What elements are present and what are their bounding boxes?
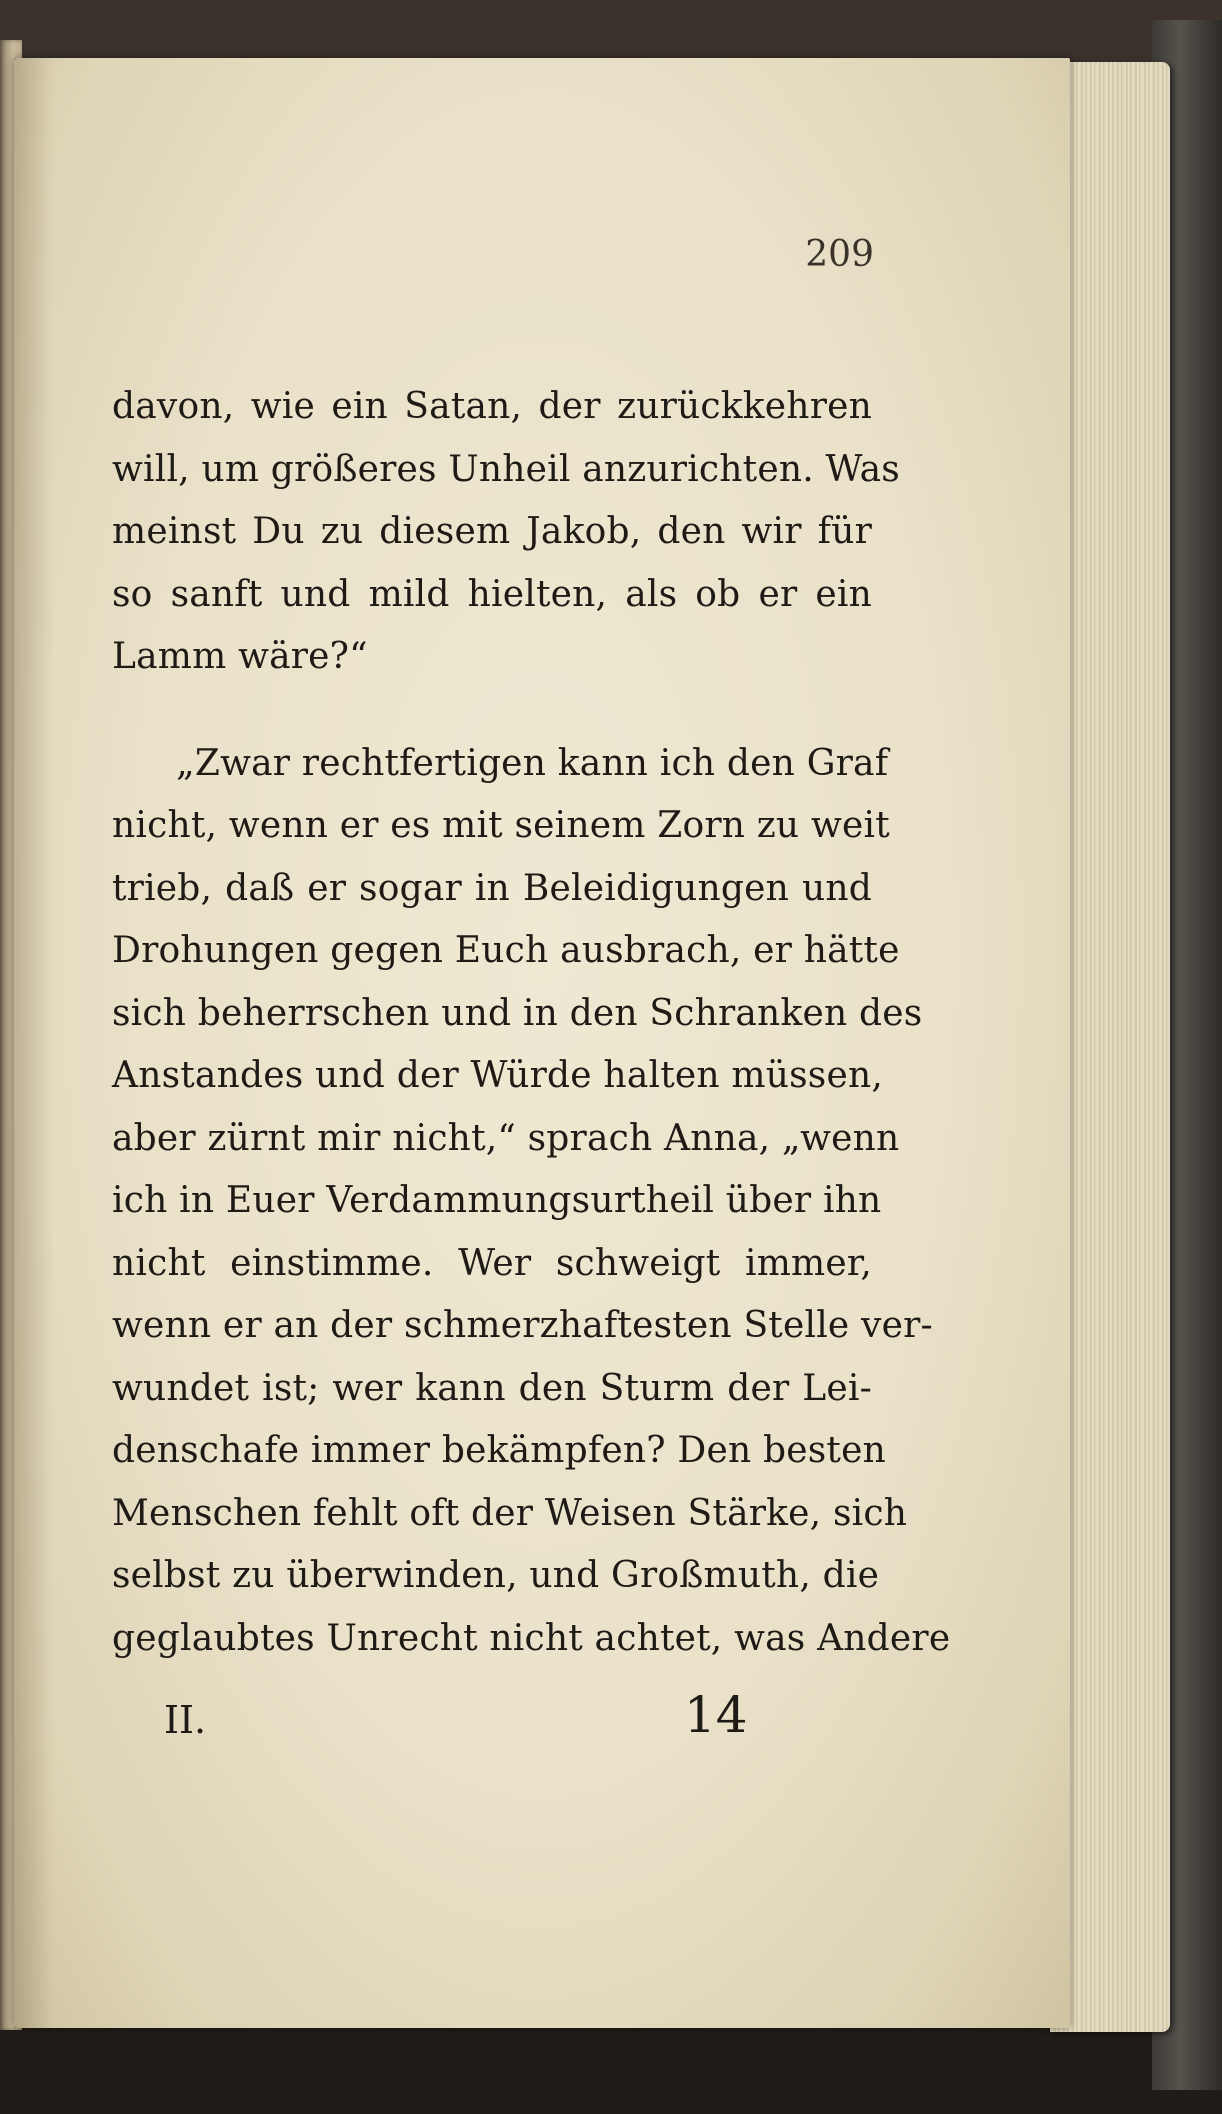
- text-line: geglaubtes Unrecht nicht achtet, was Andere: [112, 1617, 951, 1659]
- page-number: 209: [805, 234, 874, 275]
- text-line: wundet ist; wer kann den Sturm der Lei-: [112, 1367, 872, 1409]
- book-page: [14, 58, 1070, 2028]
- text-line: selbst zu überwinden, und Großmuth, die: [112, 1555, 880, 1596]
- text-line: wenn er an der schmerzhaftesten Stelle ver-: [112, 1305, 933, 1346]
- text-line: so sanft und mild hielten, als ob er ein: [112, 573, 872, 615]
- signature-mark: 14: [684, 1686, 748, 1744]
- text-line: davon, wie ein Satan, der zurückkehren: [112, 386, 872, 427]
- body-text: [112, 376, 951, 1670]
- text-line: aber zürnt mir nicht,“ sprach Anna, „wenn: [112, 1117, 900, 1159]
- text-line: Menschen fehlt oft der Weisen Stärke, sich: [112, 1492, 908, 1534]
- text-line: sich beherrschen und in den Schranken des: [112, 992, 923, 1034]
- paragraph-1: [112, 376, 900, 689]
- paragraph-gap: [112, 689, 872, 733]
- paragraph-2: [112, 733, 951, 1671]
- gutter-shadow: [14, 58, 54, 2028]
- text-line: Anstandes und der Würde halten müssen,: [112, 1055, 884, 1096]
- text-line: nicht, wenn er es mit seinem Zorn zu weit: [112, 805, 890, 846]
- volume-mark: II.: [164, 1698, 207, 1742]
- text-line: Lamm wäre?“: [112, 636, 368, 677]
- text-line: „Zwar rechtfertigen kann ich den Graf: [176, 742, 889, 784]
- text-line: meinst Du zu diesem Jakob, den wir für: [112, 511, 872, 552]
- text-line: trieb, daß er sogar in Beleidigungen und: [112, 867, 872, 909]
- text-line: Drohungen gegen Euch ausbrach, er hätte: [112, 930, 900, 971]
- text-line: nicht einstimme. Wer schweigt immer,: [112, 1242, 872, 1284]
- text-line: ich in Euer Verdammungsurtheil über ihn: [112, 1180, 882, 1221]
- text-line: denschafe immer bekämpfen? Den besten: [112, 1430, 886, 1471]
- text-line: will, um größeres Unheil anzurichten. Was: [112, 448, 900, 490]
